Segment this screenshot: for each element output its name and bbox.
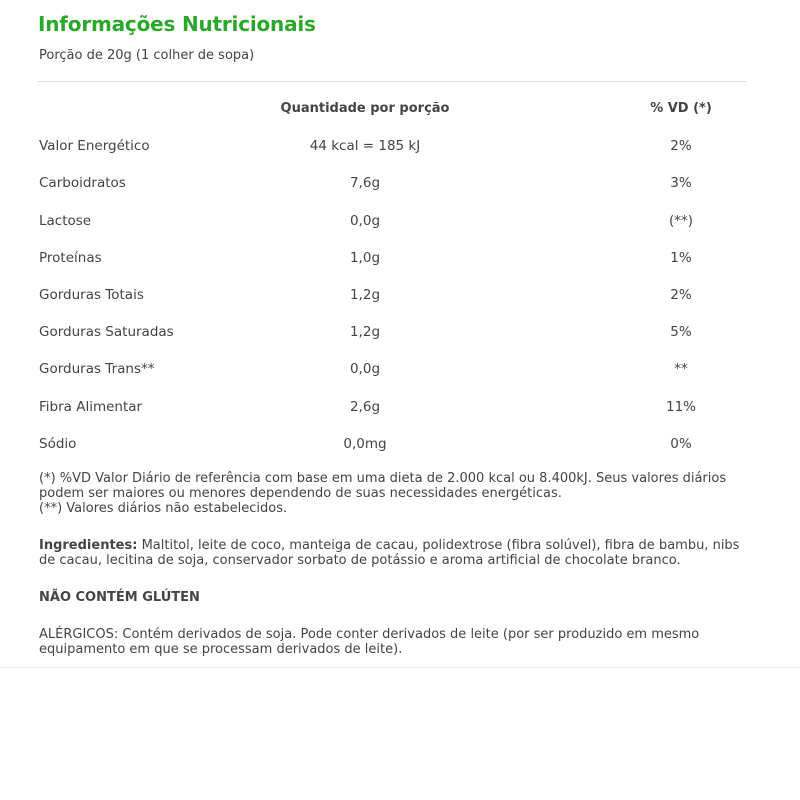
nutrient-name: Gorduras Trans** xyxy=(39,361,155,378)
nutrient-vd: 3% xyxy=(670,175,692,192)
nutrient-quantity: 1,2g xyxy=(349,286,381,303)
nutrient-vd: (**) xyxy=(668,212,694,229)
nutrient-quantity: 7,6g xyxy=(349,175,381,192)
allergens-statement: ALÉRGICOS: Contém derivados de soja. Pode conter derivados de leite (por ser produzido em mesmo equipamento em que se processam derivados de leite). xyxy=(39,627,700,657)
nutrient-quantity: 0,0g xyxy=(349,212,381,229)
table-row xyxy=(39,170,739,207)
gluten-statement: NÃO CONTÉM GLÚTEN xyxy=(39,590,200,605)
footnote-not-established: (**) Valores diários não estabelecidos. xyxy=(39,501,288,516)
table-row xyxy=(39,245,739,282)
table-header-row xyxy=(39,96,739,133)
column-header-vd: % VD (*) xyxy=(650,101,712,116)
nutrient-name: Gorduras Totais xyxy=(39,286,144,303)
nutrient-name: Sódio xyxy=(39,435,77,452)
column-header-quantity: Quantidade por porção xyxy=(280,101,450,116)
table-row xyxy=(39,394,739,431)
nutrient-vd: 2% xyxy=(670,138,692,155)
table-row xyxy=(39,208,739,245)
table-row xyxy=(39,356,739,393)
ingredients-text: Maltitol, leite de coco, manteiga de cacau, polidextrose (fibra solúvel), fibra de bambu, nibs de cacau, lecitina de soja, conservador sorbato de potássio e aroma artificial de chocolate branco. xyxy=(39,538,740,568)
footnotes xyxy=(39,471,759,516)
nutrient-name: Fibra Alimentar xyxy=(39,398,143,415)
table-row xyxy=(39,431,739,468)
nutrient-vd: 11% xyxy=(665,398,696,415)
nutrient-vd: ** xyxy=(674,361,688,378)
footnote-vd: (*) %VD Valor Diário de referência com base em uma dieta de 2.000 kcal ou 8.400kJ. Seus valores diários podem ser maiores ou menores dependendo de suas necessidades energéticas. xyxy=(39,471,727,501)
nutrient-vd: 1% xyxy=(670,249,692,266)
ingredients-section xyxy=(39,538,759,568)
page-title: Informações Nutricionais xyxy=(38,12,316,36)
nutrient-quantity: 0,0mg xyxy=(343,435,387,452)
nutrient-vd: 0% xyxy=(670,435,692,452)
nutrition-table xyxy=(39,96,739,468)
nutrient-name: Valor Energético xyxy=(39,138,150,155)
nutrient-quantity: 2,6g xyxy=(349,398,381,415)
divider xyxy=(38,81,746,82)
nutrient-name: Gorduras Saturadas xyxy=(39,324,174,341)
nutrient-name: Lactose xyxy=(39,212,92,229)
nutrient-quantity: 0,0g xyxy=(349,361,381,378)
table-row xyxy=(39,133,739,170)
portion-size: Porção de 20g (1 colher de sopa) xyxy=(39,48,255,63)
nutrient-quantity: 1,2g xyxy=(349,324,381,341)
nutrient-name: Proteínas xyxy=(39,249,102,266)
nutrient-vd: 2% xyxy=(670,286,692,303)
table-row xyxy=(39,319,739,356)
nutrient-name: Carboidratos xyxy=(39,175,126,192)
nutrient-quantity: 1,0g xyxy=(349,249,381,266)
nutrient-vd: 5% xyxy=(670,324,692,341)
ingredients-label: Ingredientes: xyxy=(39,538,138,553)
nutrient-quantity: 44 kcal = 185 kJ xyxy=(309,138,421,155)
table-row xyxy=(39,282,739,319)
